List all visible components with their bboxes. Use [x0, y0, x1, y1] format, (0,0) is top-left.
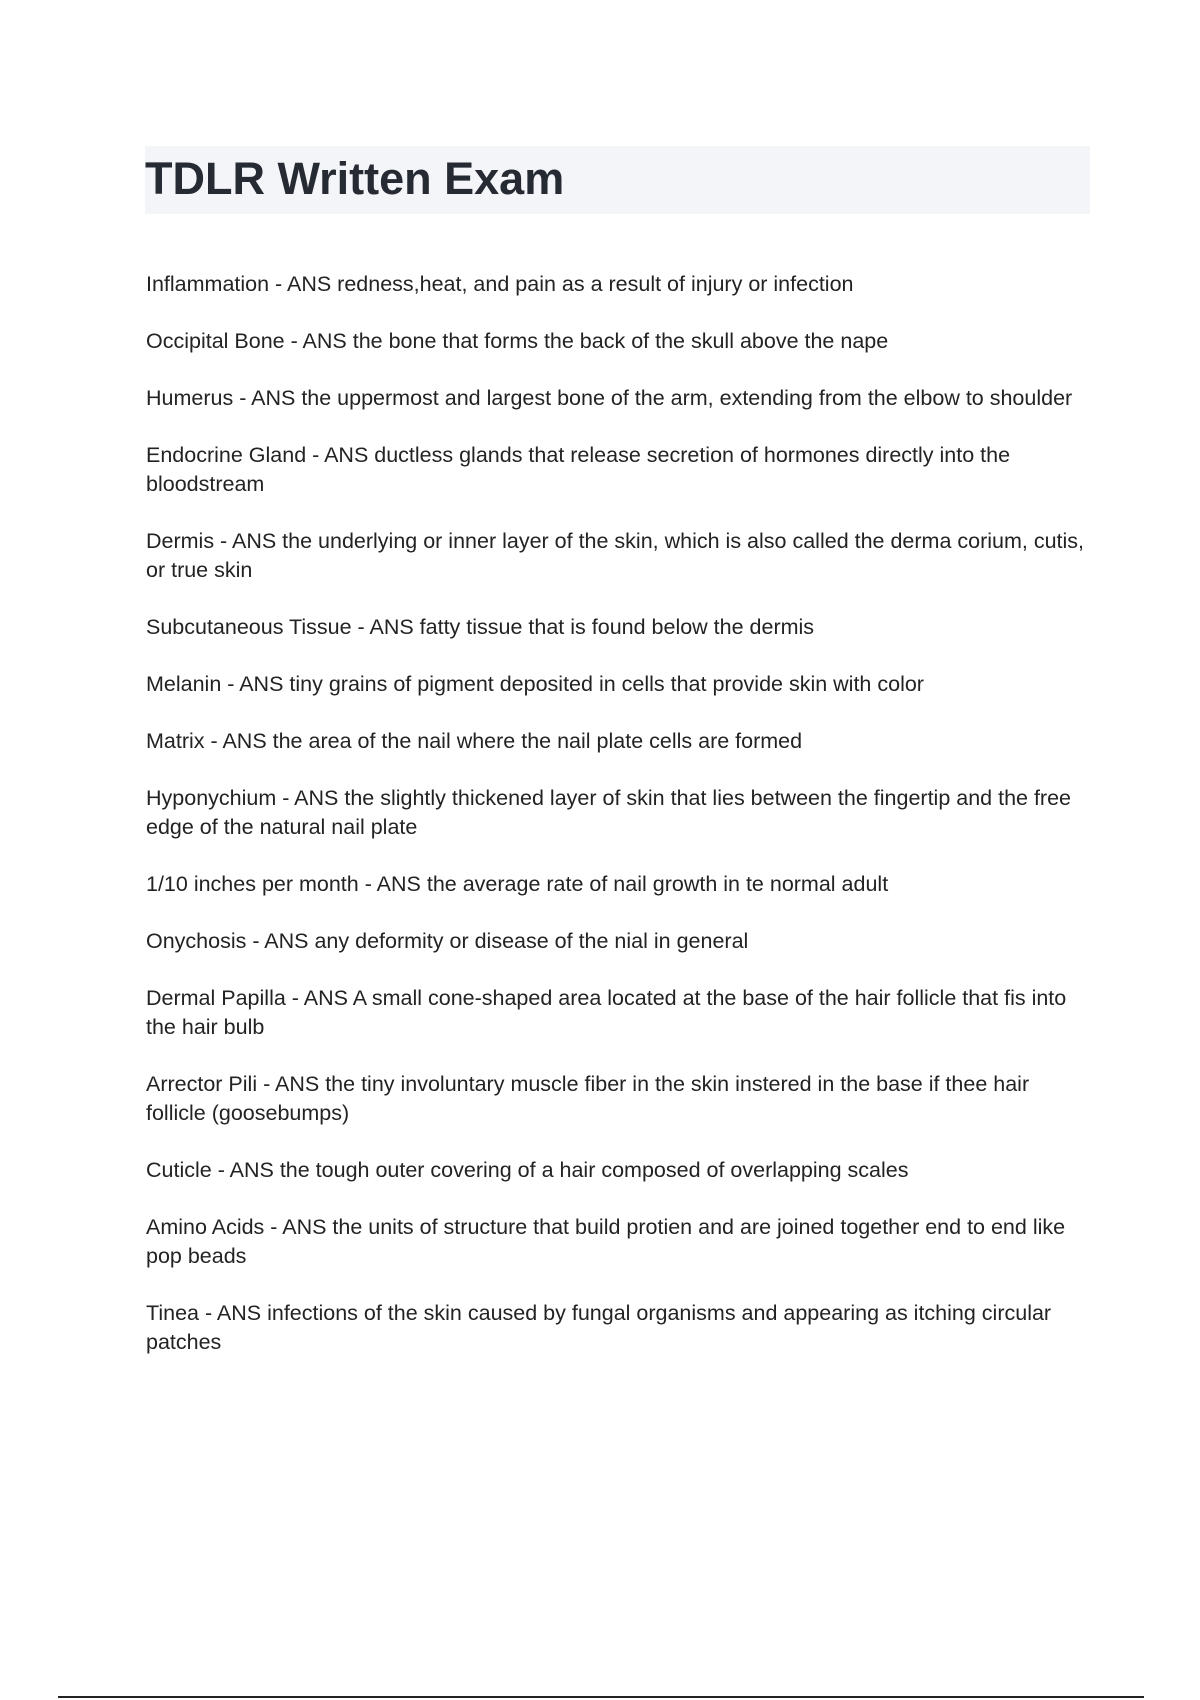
entry-nail-growth-rate: 1/10 inches per month - ANS the average rate of nail growth in te normal adult: [146, 872, 889, 896]
entry-subcutaneous-tissue: Subcutaneous Tissue - ANS fatty tissue that is found below the dermis: [146, 615, 815, 639]
footer-divider: [58, 1696, 1144, 1698]
entry-matrix: Matrix - ANS the area of the nail where the nail plate cells are formed: [146, 729, 803, 753]
entry-inflammation: Inflammation - ANS redness,heat, and pain as a result of injury or infection: [146, 272, 854, 296]
entry-occipital-bone: Occipital Bone - ANS the bone that forms the back of the skull above the nape: [146, 329, 889, 353]
entry-amino-acids: Amino Acids - ANS the units of structure that build protien and are joined together end to end like pop beads: [146, 1215, 1066, 1268]
entry-melanin: Melanin - ANS tiny grains of pigment deposited in cells that provide skin with color: [146, 672, 924, 696]
entry-hyponychium: Hyponychium - ANS the slightly thickened layer of skin that lies between the fingertip and the free edge of the natural nail plate: [146, 786, 1072, 839]
title-band: [145, 146, 1090, 214]
entry-dermis: Dermis - ANS the underlying or inner layer of the skin, which is also called the derma corium, cutis, or true skin: [146, 529, 1085, 582]
entry-onychosis: Onychosis - ANS any deformity or disease of the nial in general: [146, 929, 749, 953]
entry-humerus: Humerus - ANS the uppermost and largest bone of the arm, extending from the elbow to shoulder: [146, 386, 1073, 410]
entry-cuticle: Cuticle - ANS the tough outer covering of a hair composed of overlapping scales: [146, 1158, 909, 1182]
entry-tinea: Tinea - ANS infections of the skin caused by fungal organisms and appearing as itching circular patches: [146, 1301, 1052, 1354]
page-title: TDLR Written Exam: [145, 153, 565, 204]
entry-arrector-pili: Arrector Pili - ANS the tiny involuntary muscle fiber in the skin instered in the base if thee hair follicle (goosebumps): [146, 1072, 1030, 1125]
entry-list: [146, 270, 1092, 1385]
entry-dermal-papilla: Dermal Papilla - ANS A small cone-shaped area located at the base of the hair follicle that fis into the hair bulb: [146, 986, 1067, 1039]
entry-endocrine-gland: Endocrine Gland - ANS ductless glands that release secretion of hormones directly into the bloodstream: [146, 443, 1011, 496]
